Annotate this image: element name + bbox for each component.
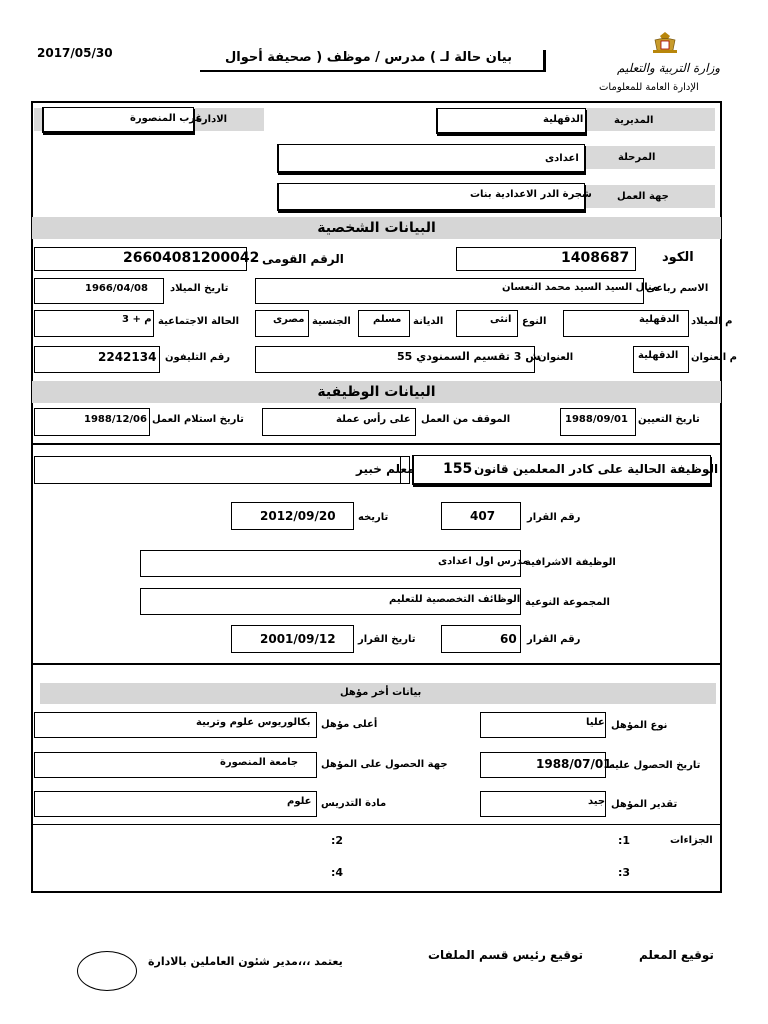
work-status-label: الموقف من العمل	[421, 414, 511, 425]
decision-no-value: 407	[470, 509, 496, 523]
qual-source-value: جامعة المنصورة	[220, 757, 299, 768]
qualification-section-header: بيانات أخر مؤهل	[340, 687, 422, 698]
decision2-date-value: 2001/09/12	[260, 632, 336, 646]
penalty-2: :2	[331, 834, 344, 847]
highest-qual-value: بكالوريوس علوم وتربية	[196, 717, 311, 728]
qual-grade-label: تقدير المؤهل	[611, 799, 678, 810]
job-section-header: البيانات الوظيفية	[32, 381, 721, 403]
phone-label: رقم التليفون	[165, 352, 231, 363]
birthdate-value: 1966/04/08	[85, 283, 148, 294]
penalty-1: :1	[618, 834, 631, 847]
gender-label: النوع	[522, 316, 547, 327]
decision2-no-value: 60	[500, 632, 517, 646]
work-status-value: على رأس عملة	[336, 414, 411, 425]
teacher-signature: توقيع المعلم	[639, 948, 714, 962]
phone-value: 2242134	[98, 350, 157, 364]
qual-type-label: نوع المؤهل	[611, 720, 668, 731]
start-date-value: 1988/12/06	[84, 414, 147, 425]
print-date: 2017/05/30	[37, 46, 113, 60]
appointment-label: تاريخ التعيين	[638, 414, 700, 425]
page-title: بيان حالة لـ ) مدرس / موظف ( صحيفة أحوال	[225, 50, 512, 65]
personal-section-header: البيانات الشخصية	[32, 217, 721, 239]
group-value: الوظائف التخصصية للتعليم	[389, 594, 521, 605]
code-label: الكود	[662, 250, 694, 265]
qual-source-label: جهة الحصول على المؤهل	[321, 759, 448, 770]
national-id-label: الرقم القومى	[262, 252, 344, 266]
current-job-label: الوظيفة الحالية على كادر المعلمين قانون	[474, 462, 719, 476]
start-date-label: تاريخ استلام العمل	[152, 414, 244, 425]
name-value: منال السيد السيد محمد النعسان	[502, 282, 659, 293]
national-id-value: 26604081200042	[123, 250, 260, 266]
subject-label: مادة التدريس	[321, 798, 387, 809]
address-label: العنوان	[538, 352, 574, 363]
name-label: الاسم رباعى	[646, 283, 709, 294]
workplace-value: شجرة الدر الاعدادية بنات	[470, 189, 592, 200]
directorate-label: المديرية	[614, 115, 654, 126]
ministry-caption: الإدارة العامة للمعلومات	[599, 82, 699, 93]
code-value: 1408687	[561, 250, 630, 266]
gender-value: انثى	[490, 314, 512, 325]
qual-date-value: 1988/07/01	[536, 757, 612, 771]
stage-field	[277, 144, 585, 173]
religion-value: مسلم	[373, 314, 402, 325]
approval-signature: يعتمد ،،،مدير شئون العاملين بالادارة	[148, 955, 343, 968]
files-head-signature: توقيع رئيس قسم الملفات	[428, 948, 584, 962]
decision-date-label: تاريخه	[358, 512, 389, 523]
supervisory-value: مدرس اول اعدادى	[438, 556, 529, 567]
qual-grade-value: جيد	[588, 796, 606, 807]
ministry-logo	[599, 30, 721, 98]
decision-no-label: رقم القرار	[527, 512, 581, 523]
stage-value: اعدادى	[545, 153, 579, 164]
directorate-value: الدقهلية	[543, 114, 584, 125]
stamp-oval	[77, 951, 137, 991]
current-job-field	[34, 456, 410, 484]
administration-label: الادارة	[196, 114, 228, 125]
administration-value: غرب المنصورة	[130, 113, 203, 124]
birthplace-value: الدقهلية	[639, 314, 680, 325]
address-value: ش 3 تقسيم السمنودي 55	[397, 350, 541, 363]
decision-date-value: 2012/09/20	[260, 509, 336, 523]
birthdate-label: تاريخ الميلاد	[170, 283, 229, 294]
highest-qual-label: أعلى مؤهل	[321, 719, 378, 730]
marital-label: الحالة الاجتماعية	[158, 316, 240, 327]
title-bar	[543, 50, 546, 72]
qual-type-value: عليا	[586, 717, 605, 728]
nationality-value: مصرى	[273, 314, 305, 325]
ministry-name: وزارة التربية والتعليم	[617, 61, 721, 75]
appointment-value: 1988/09/01	[565, 414, 628, 425]
birthplace-label: م الميلاد	[691, 316, 733, 327]
subject-value: علوم	[287, 796, 312, 807]
religion-label: الديانة	[413, 316, 444, 327]
address-gov-label: م العنوان	[691, 352, 737, 363]
marital-value: م + 3	[122, 314, 152, 325]
supervisory-label: الوظيفة الاشرافية	[525, 557, 616, 568]
stage-label: المرحلة	[618, 152, 656, 163]
nationality-label: الجنسية	[312, 316, 351, 327]
penalty-3: :3	[618, 866, 631, 879]
title-underline	[200, 70, 544, 72]
decision2-no-label: رقم القرار	[527, 634, 581, 645]
current-job-value: معلم خبير	[356, 462, 415, 476]
workplace-label: جهة العمل	[617, 191, 669, 202]
group-label: المجموعة النوعية	[525, 597, 610, 608]
penalties-label: الجزاءات	[670, 835, 713, 846]
address-gov-value: الدقهلية	[638, 350, 679, 361]
law-number: 155	[443, 461, 473, 477]
subject-field	[34, 791, 317, 817]
qual-date-label: تاريخ الحصول عليه	[609, 760, 701, 771]
decision2-date-label: تاريخ القرار	[358, 634, 416, 645]
penalty-4: :4	[331, 866, 344, 879]
